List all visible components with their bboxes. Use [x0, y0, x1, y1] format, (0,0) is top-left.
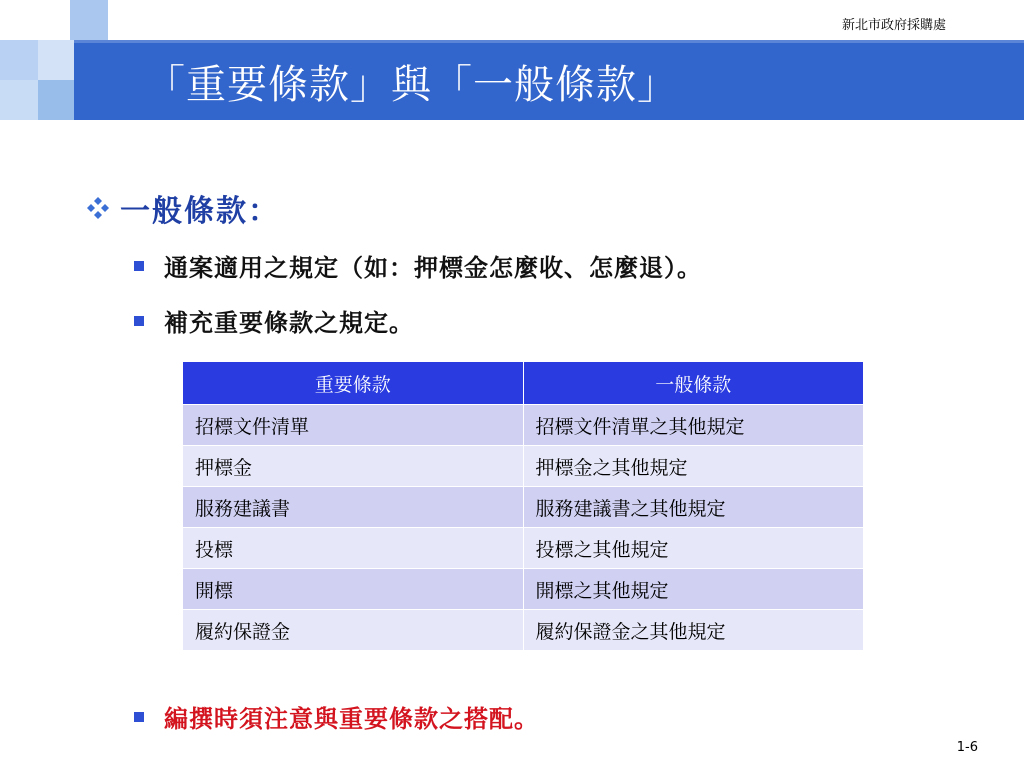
table-cell: 押標金之其他規定 — [523, 446, 864, 487]
table-row — [183, 487, 864, 528]
table-row — [183, 528, 864, 569]
table-row — [183, 405, 864, 446]
table-cell: 開標之其他規定 — [523, 569, 864, 610]
table-cell: 招標文件清單之其他規定 — [523, 405, 864, 446]
decor-square — [0, 40, 38, 80]
square-bullet-icon — [134, 261, 144, 271]
bullet-text: 補充重要條款之規定。 — [164, 309, 414, 337]
table-cell: 開標 — [183, 569, 524, 610]
section-heading: 一般條款： — [120, 194, 280, 229]
decor-square — [0, 80, 38, 120]
page-number: 1-6 — [956, 740, 978, 755]
decor-square — [70, 0, 108, 40]
list-item — [134, 303, 414, 338]
table-header-row — [183, 362, 864, 405]
decor-square — [38, 40, 74, 80]
emphasis-bullet-text: 編撰時須注意與重要條款之搭配。 — [164, 705, 539, 733]
list-item — [134, 248, 702, 283]
bullet-text: 通案適用之規定（如：押標金怎麼收、怎麼退）。 — [164, 254, 702, 282]
list-item — [134, 699, 539, 734]
clause-table — [182, 361, 864, 651]
table-cell: 投標 — [183, 528, 524, 569]
decor-square — [38, 80, 74, 120]
heading-bullet — [84, 186, 280, 230]
table-cell: 履約保證金之其他規定 — [523, 610, 864, 651]
organization-label: 新北市政府採購處 — [841, 18, 946, 33]
table-cell: 押標金 — [183, 446, 524, 487]
square-bullet-icon — [134, 712, 144, 722]
table-header-cell: 一般條款 — [523, 362, 864, 405]
table-cell: 履約保證金 — [183, 610, 524, 651]
diamond-bullet-icon — [84, 194, 112, 222]
table-row — [183, 610, 864, 651]
table-cell: 招標文件清單 — [183, 405, 524, 446]
table-cell: 服務建議書 — [183, 487, 524, 528]
table-row — [183, 446, 864, 487]
slide-title: 「重要條款」與「一般條款」 — [145, 62, 678, 108]
header-band-highlight — [74, 40, 1024, 43]
table-cell: 投標之其他規定 — [523, 528, 864, 569]
table-cell: 服務建議書之其他規定 — [523, 487, 864, 528]
table-row — [183, 569, 864, 610]
table-header-cell: 重要條款 — [183, 362, 524, 405]
square-bullet-icon — [134, 316, 144, 326]
